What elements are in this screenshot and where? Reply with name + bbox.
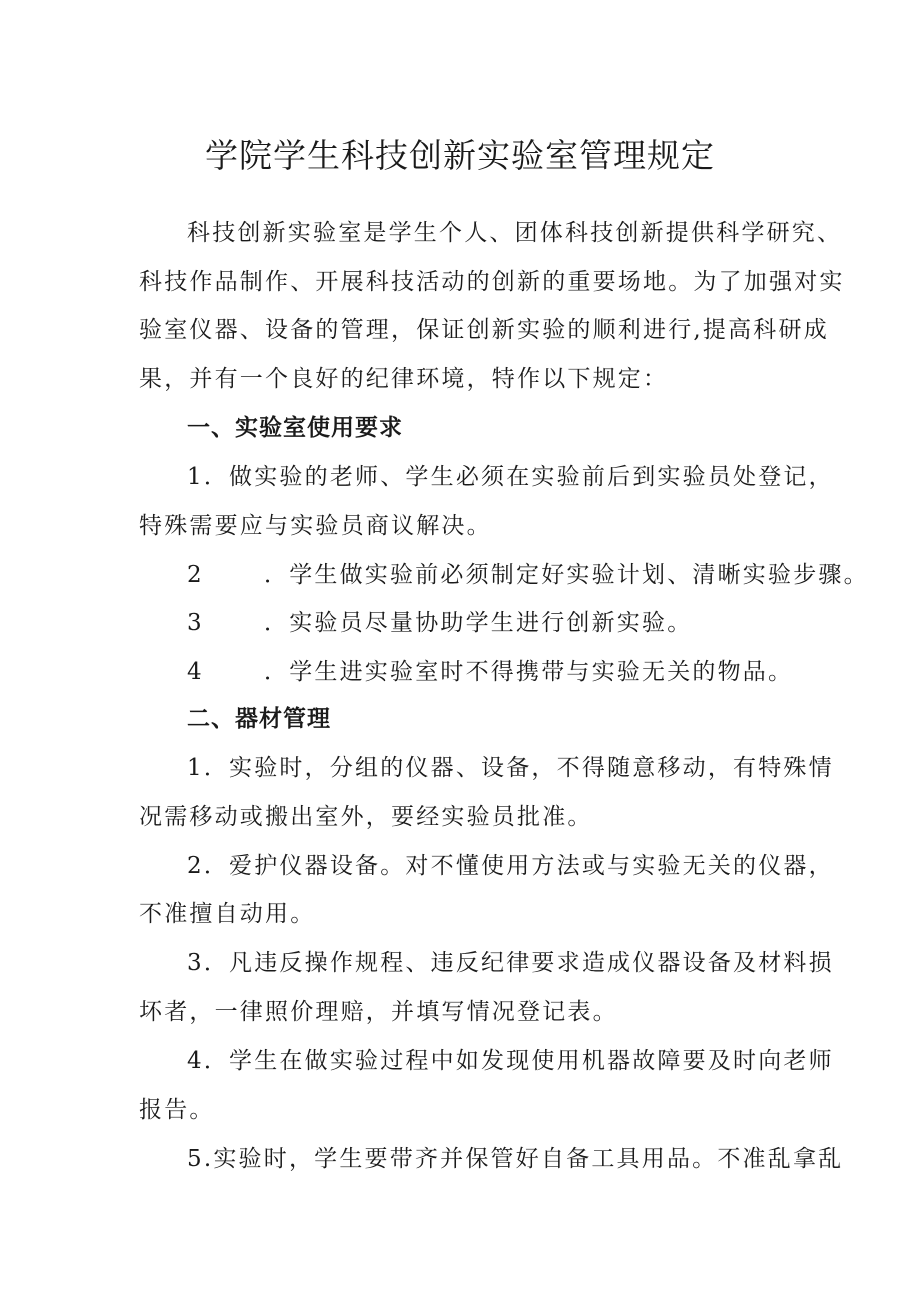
- section-2-item-4-line-2: 报告。: [139, 1097, 215, 1123]
- section-1-item-1-line-1: 1．做实验的老师、学生必须在实验前后到实验员处登记，: [187, 464, 834, 490]
- section-2-item-1-line-2: 况需移动或搬出室外，要经实验员批准。: [139, 804, 593, 830]
- document-title: 学院学生科技创新实验室管理规定: [205, 136, 715, 175]
- section-2-item-2-line-2: 不准擅自动用。: [139, 901, 316, 927]
- section-2-item-2-line-1: 2．爱护仪器设备。对不懂使用方法或与实验无关的仪器，: [187, 853, 834, 879]
- section-1-item-1-line-2: 特殊需要应与实验员商议解决。: [139, 513, 492, 539]
- item-text: ．学生进实验室时不得携带与实验无关的物品。: [264, 659, 794, 685]
- item-number: 4: [187, 659, 204, 685]
- section-1-item-3: [187, 606, 692, 640]
- section-2-heading: 二、器材管理: [187, 706, 331, 732]
- item-text: ．学生做实验前必须制定好实验计划、清晰实验步骤。: [264, 562, 869, 588]
- section-1-heading: 一、实验室使用要求: [187, 415, 403, 441]
- section-2-item-4-line-1: 4．学生在做实验过程中如发现使用机器故障要及时向老师: [187, 1048, 834, 1074]
- section-1-item-4: [187, 655, 793, 689]
- item-number: 2: [187, 562, 204, 588]
- section-2-item-5-line-1: 5.实验时，学生要带齐并保管好自备工具用品。不准乱拿乱: [187, 1146, 844, 1172]
- intro-line-1: 科技创新实验室是学生个人、团体科技创新提供科学研究、: [187, 220, 843, 246]
- section-2-item-1-line-1: 1．实验时，分组的仪器、设备，不得随意移动，有特殊情: [187, 755, 834, 781]
- intro-line-2: 科技作品制作、开展科技活动的创新的重要场地。为了加强对实: [139, 269, 845, 295]
- intro-line-3: 验室仪器、设备的管理，保证创新实验的顺利进行,提高科研成: [139, 317, 829, 343]
- item-text: ．实验员尽量协助学生进行创新实验。: [264, 610, 693, 636]
- intro-line-4: 果，并有一个良好的纪律环境，特作以下规定：: [139, 366, 669, 392]
- item-number: 3: [187, 610, 204, 636]
- section-1-item-2: [187, 558, 869, 592]
- section-2-item-3-line-2: 坏者，一律照价理赔，并填写情况登记表。: [139, 999, 618, 1025]
- section-2-item-3-line-1: 3．凡违反操作规程、违反纪律要求造成仪器设备及材料损: [187, 950, 834, 976]
